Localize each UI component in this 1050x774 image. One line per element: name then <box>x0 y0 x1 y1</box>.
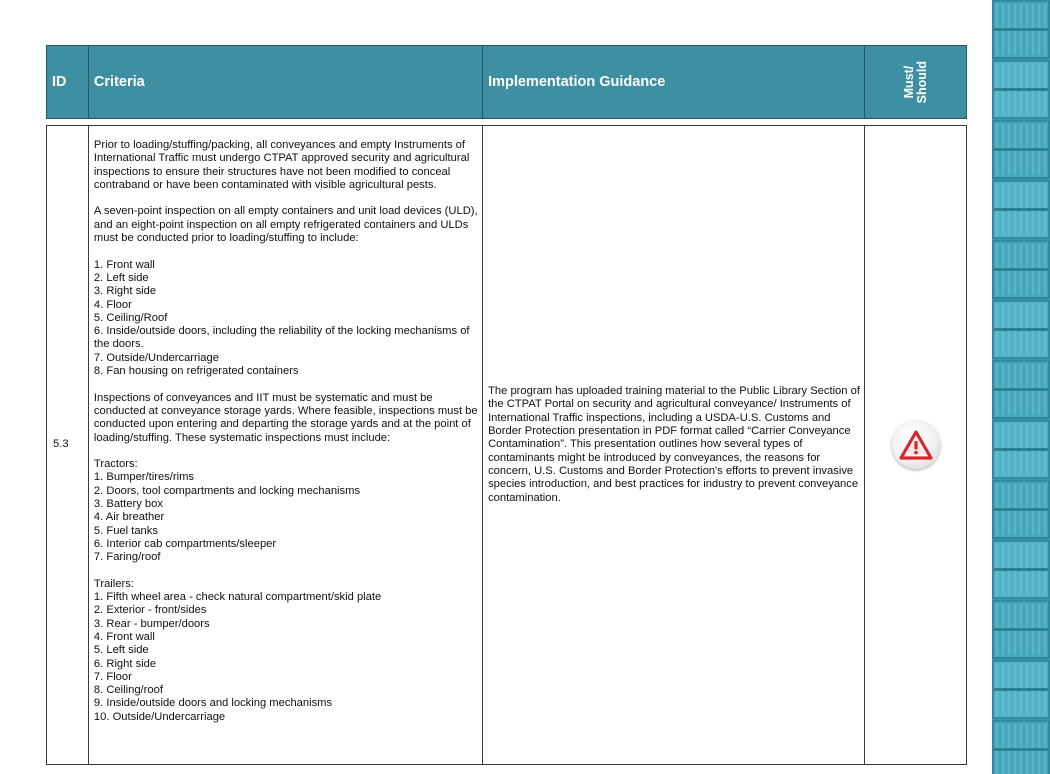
list-item: 3. Rear - bumper/doors <box>93 617 210 630</box>
trailers-heading: Trailers: <box>93 577 134 590</box>
list-item: 1. Bumper/tires/rims <box>93 471 195 484</box>
tractors-list <box>94 471 482 564</box>
must-label: Must/ <box>901 65 916 99</box>
list-item: 1. Front wall <box>93 258 155 271</box>
list-item: 6. Interior cab compartments/sleeper <box>93 537 277 550</box>
criteria-cell <box>89 126 483 764</box>
list-item: 4. Floor <box>93 298 132 311</box>
list-item: 5. Left side <box>93 644 149 657</box>
list-item: 7. Floor <box>93 670 132 683</box>
header-guidance: Implementation Guidance <box>483 46 865 118</box>
must-should-label <box>903 61 929 103</box>
criteria-paragraph-1: Prior to loading/stuffing/packing, all conveyances and empty Instruments of International Traffic must undergo CTPAT approved security and agricultural inspections to ensure their structures have not been modified to conceal contraband or have been contaminated with visible agricultural pests. <box>93 139 470 191</box>
table-header <box>46 45 967 119</box>
should-label: Should <box>914 60 929 104</box>
list-item: 4. Air breather <box>93 511 165 524</box>
criteria-paragraph-3: Inspections of conveyances and IIT must be systematic and must be conducted at conveyance storage yards. Where feasible, inspections must be conducted upon entering and departing the storage yards and at the point of loading/stuffing. These systematic inspections must include: <box>93 391 478 444</box>
warning-triangle-icon <box>892 421 940 469</box>
list-item: 9. Inside/outside doors and locking mechanisms <box>93 697 333 710</box>
header-id: ID <box>47 46 89 118</box>
list-item: 10. Outside/Undercarriage <box>93 710 226 723</box>
table-row <box>46 125 967 765</box>
list-item: 2. Left side <box>93 271 149 284</box>
list-item: 7. Faring/roof <box>93 551 161 564</box>
list-item: 5. Ceiling/Roof <box>93 311 168 324</box>
list-item: 2. Exterior - front/sides <box>93 604 207 617</box>
must-should-cell <box>865 126 966 764</box>
row-id: 5.3 <box>47 126 89 764</box>
trailers-list <box>94 591 482 724</box>
guidance-cell <box>483 126 865 764</box>
decorative-container-strip <box>992 0 1050 774</box>
list-item: 5. Fuel tanks <box>93 524 158 537</box>
criteria-paragraph-2: A seven-point inspection on all empty containers and unit load devices (ULD), and an eight-point inspection on all empty refrigerated containers and ULDs must be conducted prior to loading/stuffing to include: <box>93 205 478 245</box>
list-item: 6. Inside/outside doors, including the reliability of the locking mechanisms of the doors. <box>93 325 470 351</box>
list-item: 7. Outside/Undercarriage <box>93 351 219 364</box>
list-item: 1. Fifth wheel area - check natural compartment/skid plate <box>93 591 382 604</box>
list-item: 6. Right side <box>93 657 157 670</box>
list-item: 8. Fan housing on refrigerated containers <box>93 365 299 378</box>
header-criteria: Criteria <box>89 46 483 118</box>
tractors-heading: Tractors: <box>93 458 138 471</box>
list-item: 4. Front wall <box>93 630 155 643</box>
inspection-points-list <box>94 259 482 379</box>
list-item: 3. Battery box <box>93 498 163 511</box>
list-item: 8. Ceiling/roof <box>93 684 163 697</box>
list-item: 3. Right side <box>93 285 157 298</box>
guidance-text: The program has uploaded training material to the Public Library Section of the CTPAT Portal on security and agricultural conveyance/ Instruments of International Traffic inspections, including a USDA-U.S. Customs and Border Protection presentation in PDF format called “Carrier Conveyance Contamination”. This presentation outlines how several types of contaminants might be introduced by conveyances, the reasons for concern, U.S. Customs and Border Protection's efforts to prevent invasive species introduction, and best practices for industry to prevent conveyance contamination. <box>488 385 860 504</box>
header-must-should <box>865 46 966 118</box>
list-item: 2. Doors, tool compartments and locking mechanisms <box>93 484 361 497</box>
